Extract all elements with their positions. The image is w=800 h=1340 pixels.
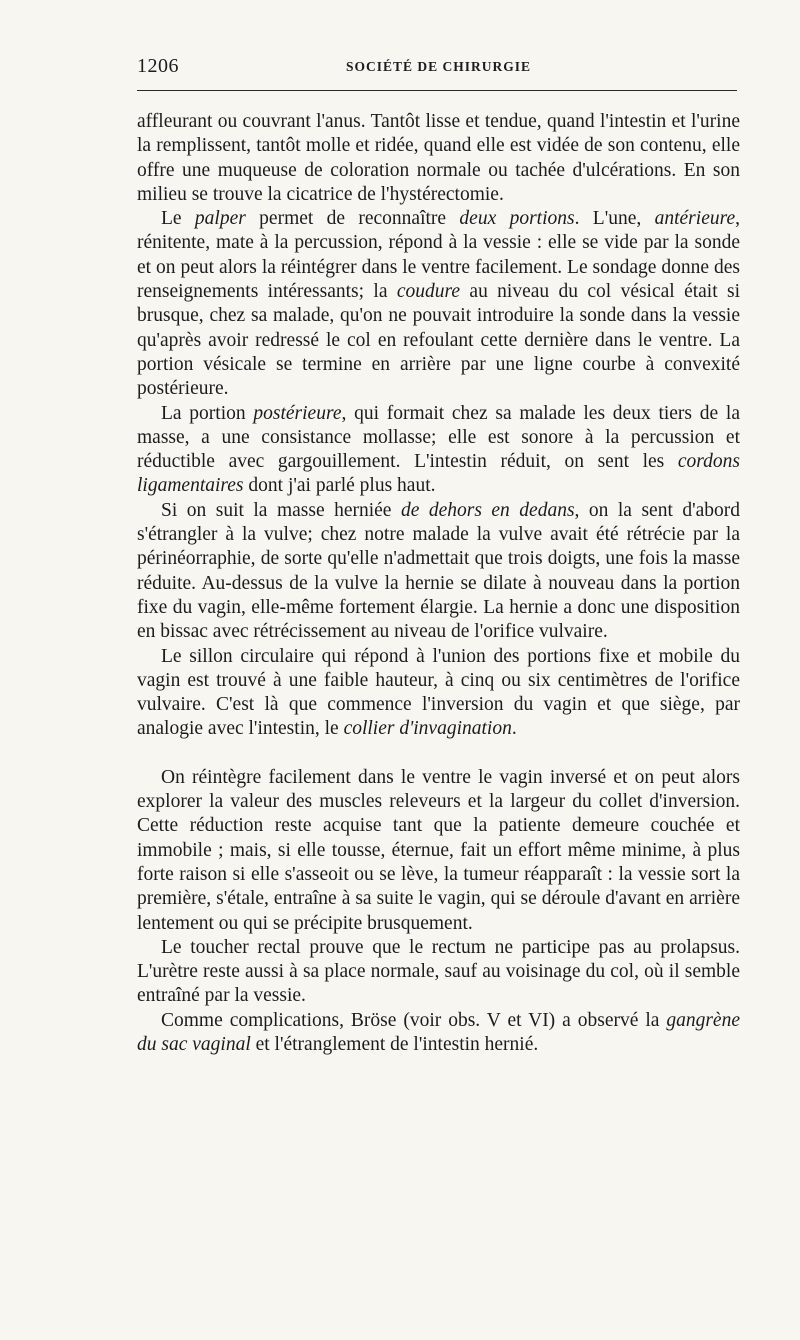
text-run: Le: [161, 208, 195, 230]
text-run: , on la sent d'abord s'étrangler à la vulve; chez notre malade la vulve avait été rétrécie par la périnéorraphie, de sorte qu'elle n'admettait que trois doigts, une fois la masse réduite. Au-dessus de la vulve la hernie se dilate à nouveau dans la portion fixe du vagin, elle-même fortement élargie. La hernie a donc une disposition en bissac avec rétrécissement au niveau de l'orifice vulvaire.: [137, 499, 741, 643]
italic-text: coudure: [396, 281, 461, 303]
italic-text: collier d'invagination: [343, 718, 512, 740]
text-run: et l'étranglement de l'intestin hernié.: [250, 1033, 539, 1055]
text-run: affleurant ou couvrant l'anus. Tantôt lisse et tendue, quand l'intestin et l'urine la remplissent, tantôt molle et ridée, quand elle est vidée de son contenu, elle offre une muqueuse de coloration normale ou tachée d'ulcérations. En son milieu se trouve la cicatrice de l'hystérectomie.: [137, 111, 740, 205]
text-run: Comme complications, Bröse (voir obs. V et VI) a observé la: [161, 1009, 667, 1031]
body-text: [137, 110, 740, 1057]
text-run: au niveau du col vésical était si brusque, chez sa malade, qu'on ne pouvait introduire la sonde dans la vessie qu'après avoir redressé le col en refoulant cette dernière dans le ventre. La portion vésicale se termine en arrière par une ligne courbe à convexité postérieure.: [137, 281, 740, 400]
running-title: SOCIÉTÉ DE CHIRURGIE: [345, 59, 532, 74]
paragraph: [137, 499, 740, 645]
paragraph: [137, 766, 740, 936]
paragraph: [137, 402, 740, 499]
text-run: La portion: [161, 402, 254, 424]
italic-text: de dehors en dedans: [400, 499, 575, 521]
text-run: On réintègre facilement dans le ventre le vagin inversé et on peut alors explorer la valeur des muscles releveurs et la largeur du collet d'inversion. Cette réduction reste acquise tant que la patiente demeure couchée et immobile ; mais, si elle tousse, éternue, fait un effort même minime, à plus forte raison si elle s'asseoit ou se lève, la tumeur réapparaît : la vessie sort la première, s'étale, entraîne à sa suite le vagin, qui se déroule d'avant en arrière lentement ou qui se précipite brusquement.: [137, 766, 740, 934]
italic-text: cordons ligamentaires: [137, 451, 740, 497]
page-number: 1206: [137, 55, 179, 77]
paragraph: [137, 207, 740, 401]
text-run: permet de reconnaître: [245, 208, 460, 230]
paragraph: [137, 645, 740, 742]
italic-text: postérieure: [253, 402, 342, 424]
italic-text: antérieure: [654, 208, 736, 230]
text-run: . L'une,: [574, 208, 655, 230]
text-run: Le sillon circulaire qui répond à l'union des portions fixe et mobile du vagin est trouvé à une faible hauteur, à cinq ou six centimètres de l'orifice vulvaire. C'est là que commence l'inversion du vagin et que siège, par analogie avec l'intestin, le: [137, 645, 740, 740]
page-header: [137, 55, 740, 79]
text-run: .: [511, 718, 517, 740]
header-rule: [137, 90, 737, 91]
paragraph: [137, 936, 740, 1009]
text-run: dont j'ai parlé plus haut.: [243, 475, 436, 497]
italic-text: palper: [194, 208, 246, 230]
italic-text: deux portions: [459, 208, 575, 230]
paragraph: [137, 1009, 740, 1058]
text-run: , rénitente, mate à la percussion, répond à la vessie : elle se vide par la sonde et on peut alors la réintégrer dans le ventre facilement. Le sondage donne des renseignements intéressants; la: [137, 208, 740, 303]
text-run: , qui formait chez sa malade les deux tiers de la masse, a une consistance mollasse; elle est sonore à la percussion et réductible avec gargouillement. L'intestin réduit, on sent les: [137, 402, 740, 473]
italic-text: gangrène du sac vaginal: [137, 1009, 740, 1055]
text-run: Si on suit la masse herniée: [161, 499, 401, 521]
text-run: Le toucher rectal prouve que le rectum ne participe pas au prolapsus. L'urètre reste aussi à sa place normale, sauf au voisinage du col, où il semble entraîné par la vessie.: [137, 936, 740, 1007]
paragraph: [137, 110, 740, 207]
